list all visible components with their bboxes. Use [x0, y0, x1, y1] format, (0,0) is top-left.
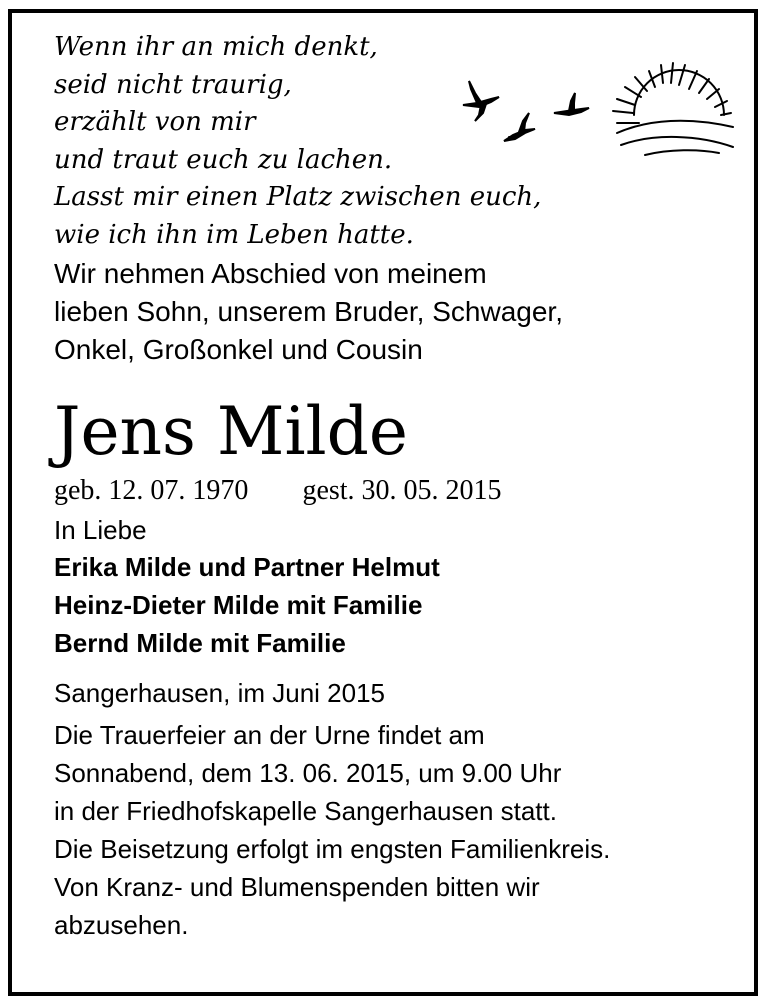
mourners-list: [54, 548, 734, 662]
place-date: Sangerhausen, im Juni 2015: [54, 678, 386, 708]
intro-line: Onkel, Großonkel und Cousin: [54, 334, 423, 365]
poem-line: seid nicht traurig,: [54, 69, 292, 100]
birth-date: geb. 12. 07. 1970: [54, 475, 249, 506]
bird-icon: [504, 113, 535, 141]
notice-line: Die Trauerfeier an der Urne findet am: [54, 720, 485, 750]
poem-line: Wenn ihr an mich denkt,: [54, 32, 378, 62]
mourner-name: Heinz-Dieter Milde mit Familie: [54, 590, 423, 620]
funeral-notice: [54, 716, 734, 944]
notice-line: Von Kranz- und Blumenspenden bitten wir: [54, 872, 540, 902]
mourner-name: Erika Milde und Partner Helmut: [54, 552, 440, 582]
obituary-content: [54, 29, 734, 944]
notice-line: in der Friedhofskapelle Sangerhausen statt.: [54, 796, 557, 826]
poem-line: wie ich ihn im Leben hatte.: [54, 219, 414, 250]
obituary-frame: [8, 9, 758, 996]
notice-line: Die Beisetzung erfolgt im engsten Familienkreis.: [54, 834, 611, 864]
notice-line: abzusehen.: [54, 910, 189, 940]
intro-text: [54, 255, 734, 369]
poem-line: erzählt von mir: [54, 107, 256, 137]
intro-line: Wir nehmen Abschied von meinem: [54, 258, 487, 289]
death-date: gest. 30. 05. 2015: [302, 475, 502, 506]
birds-and-sunset-icon: [449, 53, 734, 158]
poem-line: Lasst mir einen Platz zwischen euch,: [54, 182, 542, 212]
mourner-name: Bernd Milde mit Familie: [54, 628, 346, 658]
poem-line: und traut euch zu lachen.: [54, 144, 393, 175]
mourners-intro: In Liebe: [54, 515, 147, 545]
bird-icon: [554, 93, 589, 115]
notice-line: Sonnabend, dem 13. 06. 2015, um 9.00 Uhr: [54, 758, 562, 788]
life-dates: [54, 473, 734, 509]
deceased-name: Jens Milde: [54, 393, 408, 470]
intro-line: lieben Sohn, unserem Bruder, Schwager,: [54, 296, 563, 327]
sunset-icon: [613, 63, 733, 155]
bird-icon: [463, 81, 499, 121]
